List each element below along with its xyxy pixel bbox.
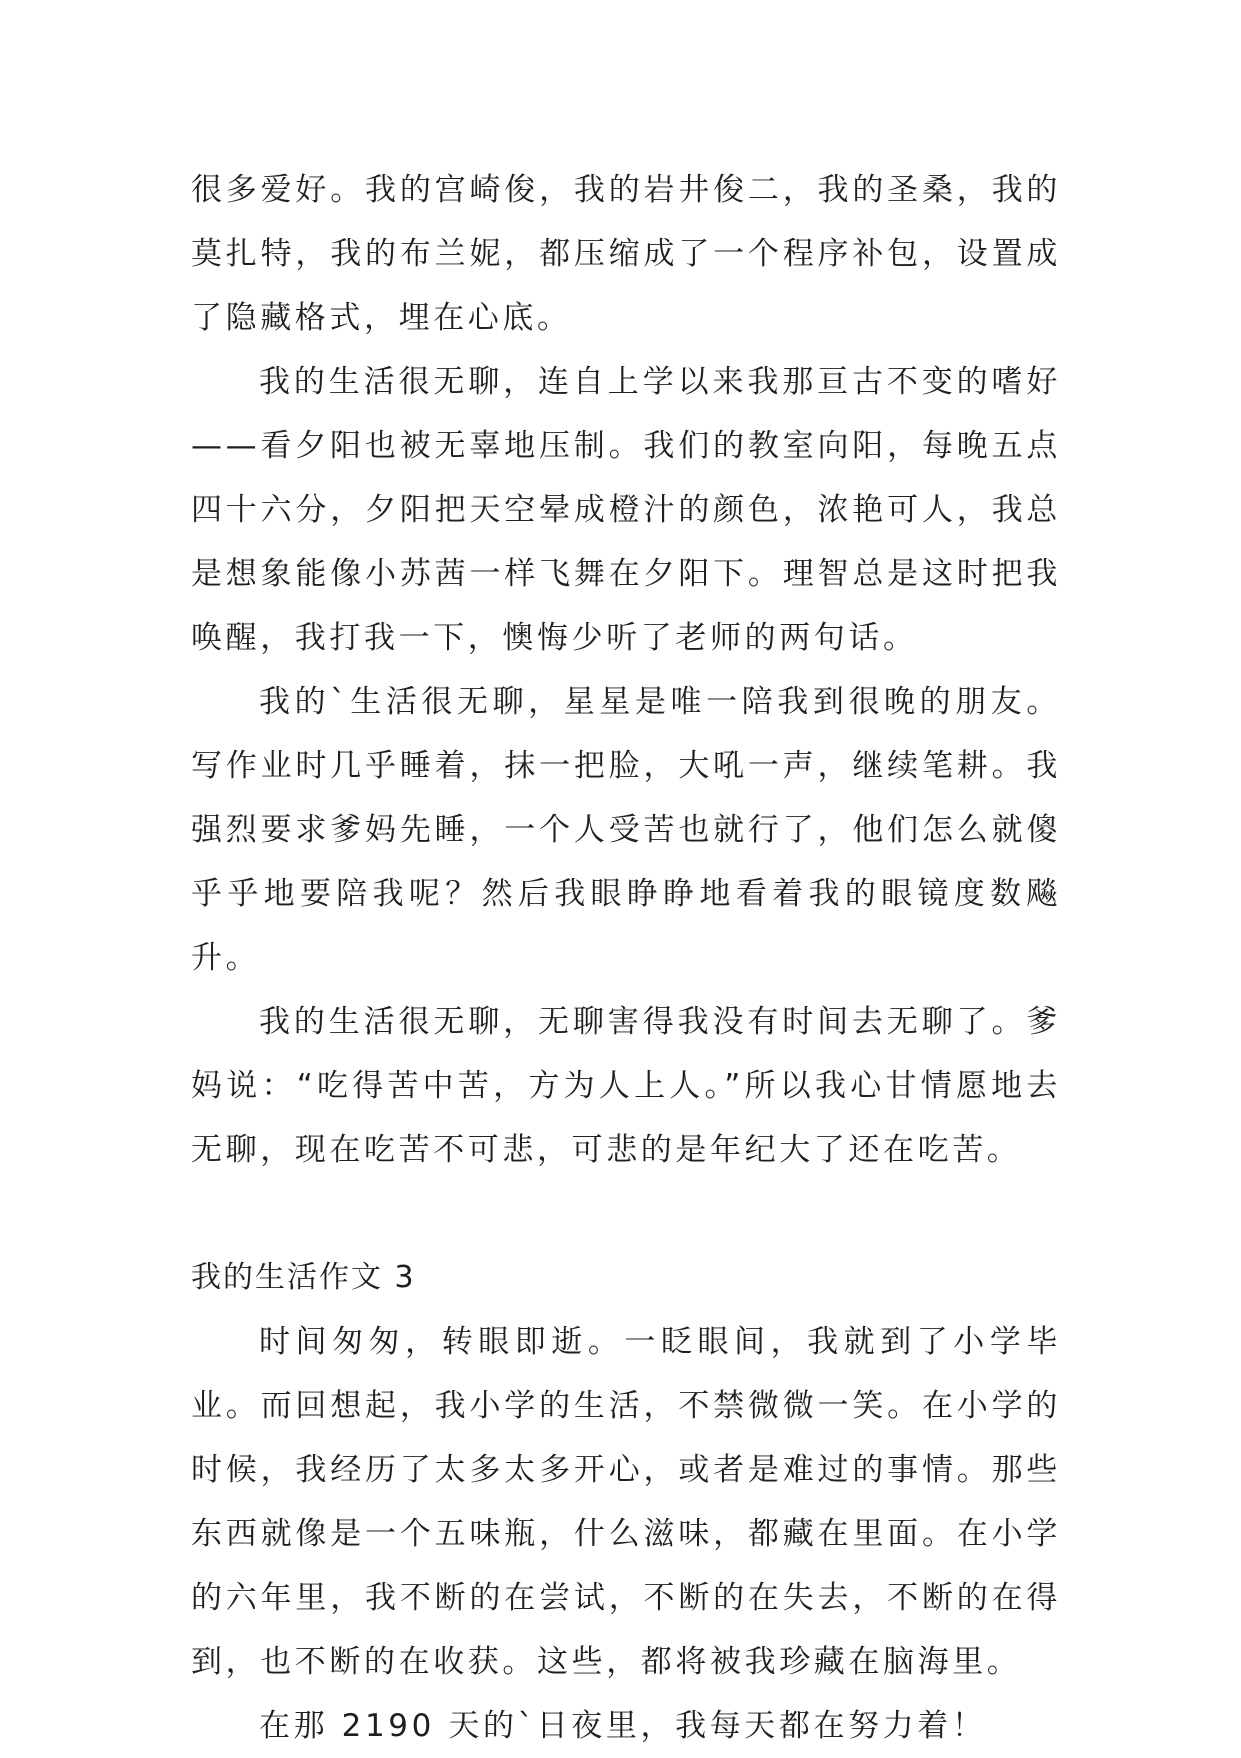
section-title: 我的生活作文 3: [191, 1260, 416, 1295]
paragraph-stars: 我的`生活很无聊，星星是唯一陪我到很晚的朋友。写作业时几乎睡着，抹一把脸，大吼一声，继续笔耕。我强烈要求爹妈先睡，一个人受苦也就行了，他们怎么就傻乎乎地要陪我呢？然后我眼睁睁地看着我的眼镜度数飚升。: [191, 684, 1061, 976]
document-body: [191, 158, 1061, 1758]
paragraph-primary-school: 时间匆匆，转眼即逝。一眨眼间，我就到了小学毕业。而回想起，我小学的生活，不禁微微一笑。在小学的时候，我经历了太多太多开心，或者是难过的事情。那些东西就像是一个五味瓶，什么滋味，都藏在里面。在小学的六年里，我不断的在尝试，不断的在失去，不断的在得到，也不断的在收获。这些，都将被我珍藏在脑海里。: [191, 1324, 1061, 1680]
paragraph-boredom: 我的生活很无聊，无聊害得我没有时间去无聊了。爹妈说：“吃得苦中苦，方为人上人。”所以我心甘情愿地去无聊，现在吃苦不可悲，可悲的是年纪大了还在吃苦。: [191, 1004, 1061, 1168]
paragraph-continuation: 很多爱好。我的宫崎俊，我的岩井俊二，我的圣桑，我的莫扎特，我的布兰妮，都压缩成了一个程序补包，设置成了隐藏格式，埋在心底。: [191, 172, 1061, 336]
section-gap: [191, 1182, 1061, 1246]
paragraph-sunset: 我的生活很无聊，连自上学以来我那亘古不变的嗜好——看夕阳也被无辜地压制。我们的教室向阳，每晚五点四十六分，夕阳把天空晕成橙汁的颜色，浓艳可人，我总是想象能像小苏茜一样飞舞在夕阳下。理智总是这时把我唤醒，我打我一下，懊悔少听了老师的两句话。: [191, 364, 1061, 656]
paragraph-2190-days: 在那 2190 天的`日夜里，我每天都在努力着！: [259, 1708, 987, 1744]
